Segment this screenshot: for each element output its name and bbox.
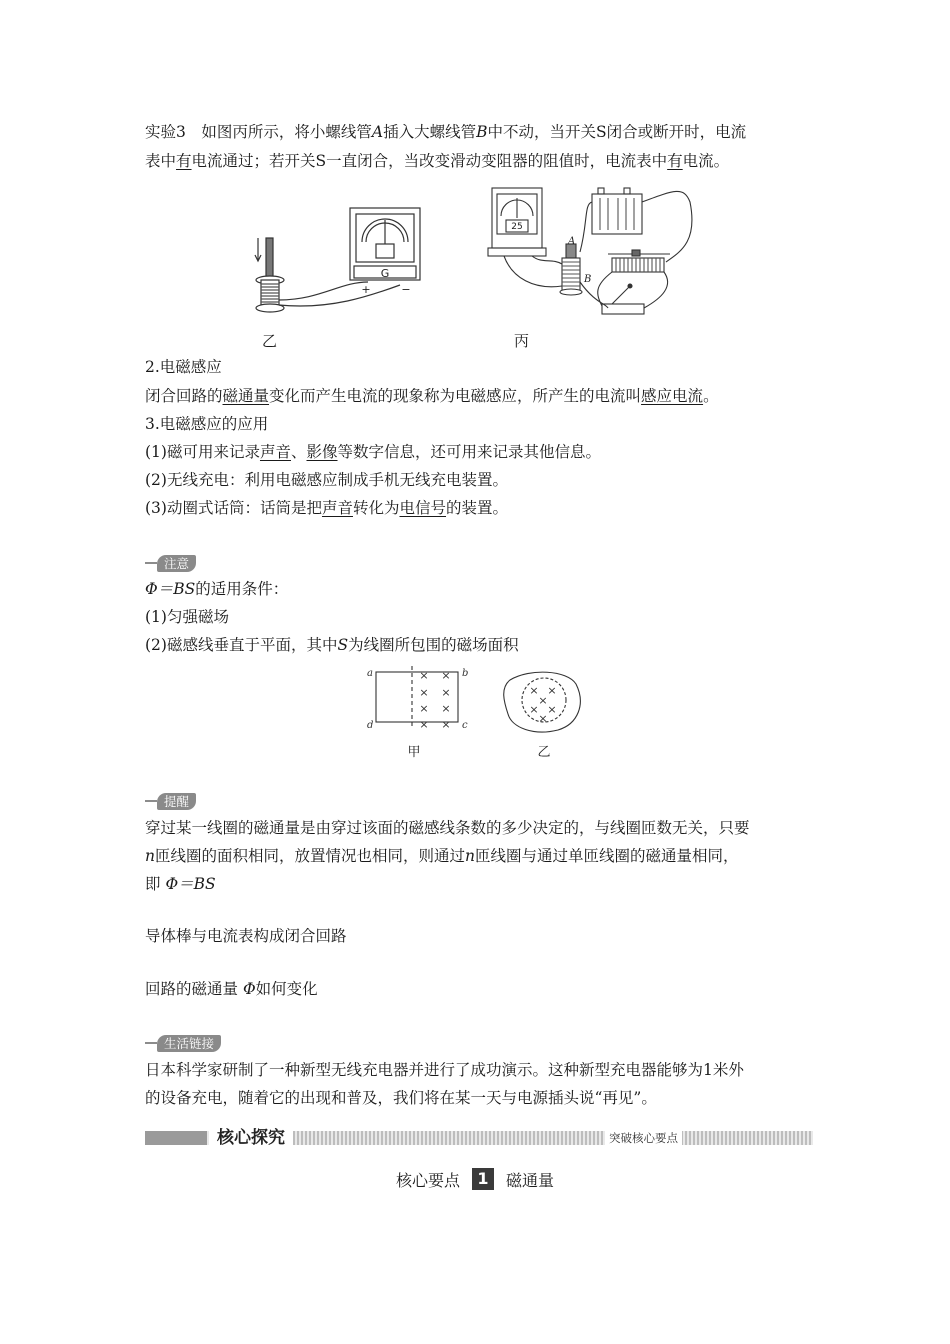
answer-blank: 声音 bbox=[321, 499, 353, 517]
section-bar-title: 核心探究 bbox=[209, 1127, 293, 1149]
bar-left-block bbox=[145, 1131, 207, 1145]
figure-flux-area bbox=[362, 664, 592, 764]
body-text: 等数字信息，还可用来记录其他信息。 bbox=[337, 443, 602, 461]
note-line-3 bbox=[145, 631, 815, 660]
corner-b: b bbox=[462, 668, 469, 679]
exp3-text: 插入大螺线管 bbox=[383, 123, 477, 141]
body-text: 如何变化 bbox=[255, 980, 318, 998]
remind-line-2 bbox=[145, 842, 815, 871]
answer-blank: 感应电流 bbox=[641, 387, 704, 405]
remind-line-3 bbox=[145, 870, 815, 899]
figure-bing-circuit bbox=[484, 182, 694, 320]
terminal-plus: + bbox=[361, 283, 371, 296]
field-cross: × bbox=[547, 703, 557, 716]
body-text: 即 bbox=[145, 875, 166, 893]
field-cross: × bbox=[441, 718, 451, 731]
area-symbol: S bbox=[337, 636, 349, 654]
body-text: (3)动圈式话筒：话筒是把 bbox=[145, 499, 322, 517]
exp3-text: 电流。 bbox=[682, 152, 730, 170]
life-tag bbox=[145, 1034, 221, 1052]
exp3-text: 表中 bbox=[145, 152, 177, 170]
field-cross: × bbox=[538, 712, 548, 725]
turns-symbol: n bbox=[465, 847, 475, 865]
flux-formula: Φ＝BS bbox=[165, 875, 216, 893]
section-header-bar bbox=[145, 1128, 813, 1148]
answer-blank: 声音 bbox=[259, 443, 291, 461]
body-text: 回路的磁通量 bbox=[145, 980, 243, 998]
tag-dash bbox=[145, 562, 157, 564]
solenoid-a-label: A bbox=[371, 123, 384, 141]
section-3-title: 3.电磁感应的应用 bbox=[145, 415, 269, 433]
figure-caption-yi: 乙 bbox=[262, 332, 278, 350]
body-text: 。 bbox=[703, 387, 719, 405]
key-point-prefix: 核心要点 bbox=[395, 1171, 460, 1190]
body-text: 转化为 bbox=[352, 499, 400, 517]
body-text: 为线圈所包围的磁场面积 bbox=[348, 636, 519, 654]
remind-tag-label: 提醒 bbox=[157, 793, 196, 810]
section-3-item-1 bbox=[145, 438, 815, 467]
note-line-1 bbox=[145, 575, 815, 604]
field-cross: × bbox=[441, 686, 451, 699]
section-bar-subtitle: 突破核心要点 bbox=[605, 1130, 682, 1146]
remind-tag bbox=[145, 792, 196, 810]
exp3-text: 中不动，当开关S闭合或断开时，电流 bbox=[487, 123, 747, 141]
life-line-1: 日本科学家研制了一种新型无线充电器并进行了成功演示。这种新型充电器能够为1米外 bbox=[145, 1061, 744, 1079]
answer-blank: 有 bbox=[667, 152, 683, 170]
field-cross: × bbox=[547, 684, 557, 697]
field-cross: × bbox=[419, 686, 429, 699]
field-cross: × bbox=[441, 702, 451, 715]
corner-a: a bbox=[367, 668, 373, 679]
body-text: (1)磁可用来记录 bbox=[145, 443, 260, 461]
solenoid-b-label: B bbox=[476, 123, 488, 141]
key-point-name: 磁通量 bbox=[506, 1171, 555, 1190]
field-cross: × bbox=[419, 702, 429, 715]
body-text: 的适用条件： bbox=[195, 580, 289, 598]
field-cross: × bbox=[419, 669, 429, 682]
turns-symbol: n bbox=[145, 847, 155, 865]
figure-yi-galvanometer bbox=[250, 200, 430, 320]
field-cross: × bbox=[529, 684, 539, 697]
life-tag-label: 生活链接 bbox=[157, 1035, 221, 1052]
tag-dash bbox=[145, 800, 157, 802]
body-text: 匝线圈的面积相同，放置情况也相同，则通过 bbox=[154, 847, 465, 865]
answer-blank: 磁通量 bbox=[222, 387, 270, 405]
answer-blank: 电信号 bbox=[399, 499, 447, 517]
body-text: 的装置。 bbox=[446, 499, 509, 517]
prompt-closed-circuit: 导体棒与电流表构成闭合回路 bbox=[145, 927, 347, 945]
exp3-line2 bbox=[145, 147, 815, 176]
exp3-line1 bbox=[145, 118, 815, 147]
body-text: 、 bbox=[290, 443, 307, 461]
coil-a-label: A bbox=[568, 236, 576, 247]
body-text: (2)磁感线垂直于平面，其中 bbox=[145, 636, 338, 654]
note-line-2: (1)匀强磁场 bbox=[145, 608, 229, 626]
key-point-number: 1 bbox=[472, 1168, 494, 1190]
field-cross: × bbox=[529, 703, 539, 716]
corner-c: c bbox=[462, 720, 468, 731]
prompt-flux-change bbox=[145, 975, 815, 1004]
body-text: 匝线圈与通过单匝线圈的磁通量相同， bbox=[474, 847, 739, 865]
key-point-heading bbox=[0, 1166, 950, 1196]
exp3-text: 电流通过；若开关S一直闭合，当改变滑动变阻器的阻值时，电流表中 bbox=[191, 152, 668, 170]
figure-caption-jia: 甲 bbox=[407, 745, 421, 760]
section-2-title: 2.电磁感应 bbox=[145, 358, 222, 376]
body-text: 变化而产生电流的现象称为电磁感应，所产生的电流叫 bbox=[269, 387, 642, 405]
section-3-item-3 bbox=[145, 494, 815, 523]
flux-formula: Φ＝BS bbox=[145, 580, 196, 598]
tag-dash bbox=[145, 1042, 157, 1044]
figure-caption-yi: 乙 bbox=[537, 745, 551, 760]
answer-blank: 有 bbox=[176, 152, 192, 170]
section-3-item-2: (2)无线充电：利用电磁感应制成手机无线充电装置。 bbox=[145, 471, 508, 489]
note-tag-label: 注意 bbox=[157, 555, 196, 572]
terminal-minus: − bbox=[401, 283, 411, 296]
exp3-text: 实验3 如图丙所示，将小螺线管 bbox=[145, 123, 372, 141]
remind-line-1: 穿过某一线圈的磁通量是由穿过该面的磁感线条数的多少决定的，与线圈匝数无关，只要 bbox=[145, 819, 750, 837]
field-cross: × bbox=[441, 669, 451, 682]
phi-symbol: Φ bbox=[242, 980, 256, 998]
answer-blank: 影像 bbox=[306, 443, 338, 461]
galvanometer-label: G bbox=[380, 267, 390, 280]
coil-b-label: B bbox=[584, 274, 592, 285]
field-cross: × bbox=[419, 718, 429, 731]
body-text: 闭合回路的 bbox=[145, 387, 223, 405]
life-line-2: 的设备充电，随着它的出现和普及，我们将在某一天与电源插头说“再见”。 bbox=[145, 1089, 657, 1107]
corner-d: d bbox=[367, 720, 374, 731]
figure-caption-bing: 丙 bbox=[514, 332, 530, 350]
note-tag bbox=[145, 554, 196, 572]
field-cross: × bbox=[538, 694, 548, 707]
section-2-body bbox=[145, 382, 815, 411]
ammeter-reading: 25 bbox=[511, 222, 523, 232]
